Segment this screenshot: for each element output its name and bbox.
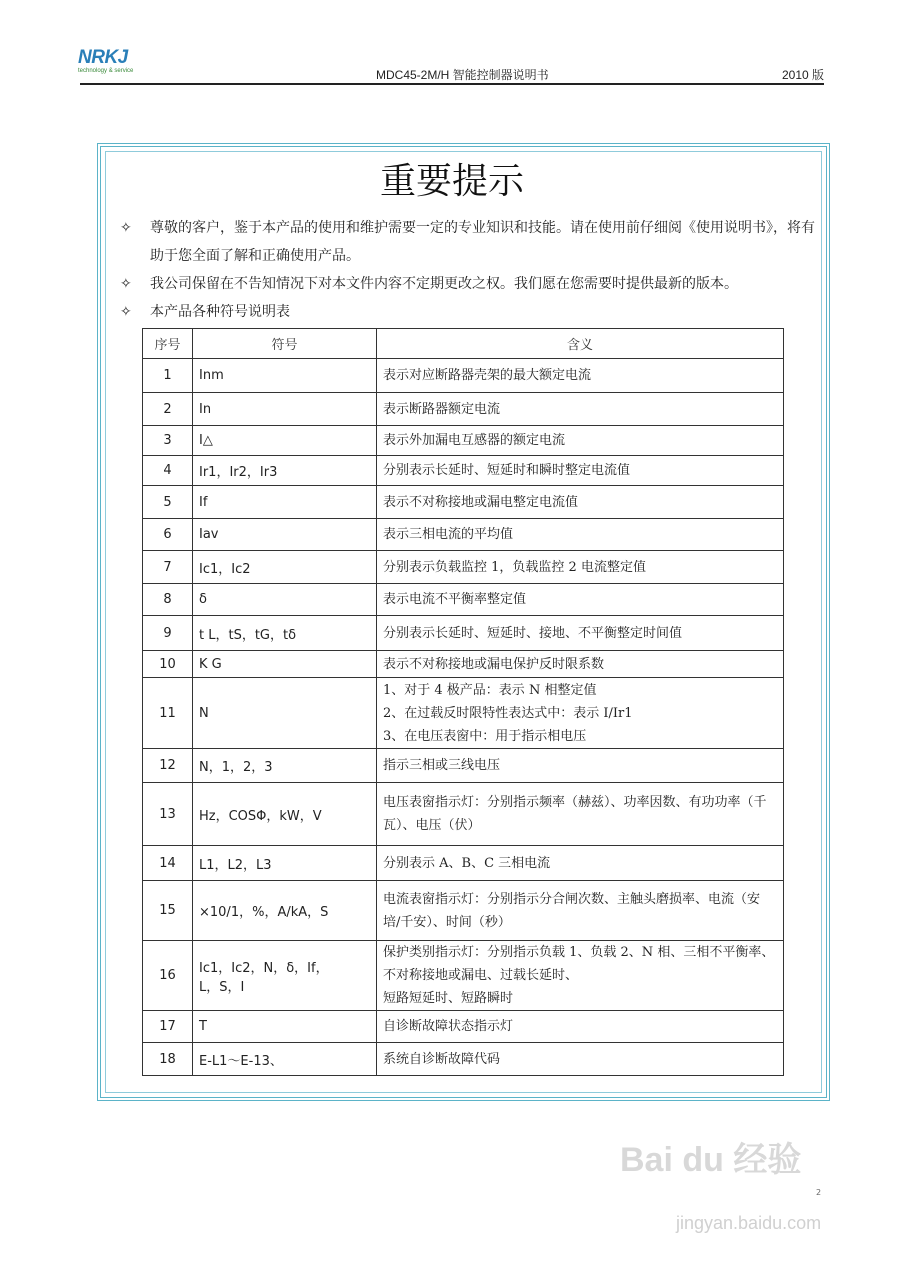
col-header-meaning: 含义: [377, 329, 784, 359]
row-number: 1: [143, 359, 193, 393]
col-header-no: 序号: [143, 329, 193, 359]
row-symbol: Ic1，Ic2: [193, 551, 377, 584]
row-number: 9: [143, 616, 193, 651]
table-row: [143, 486, 784, 519]
table-row: [143, 651, 784, 678]
row-meaning: 分别表示 A、B、C 三相电流: [377, 846, 784, 881]
row-symbol: K G: [193, 651, 377, 678]
row-number: 5: [143, 486, 193, 519]
table-row: [143, 1011, 784, 1043]
bullet-item: [120, 270, 820, 298]
row-symbol: δ: [193, 584, 377, 616]
row-symbol: Iav: [193, 519, 377, 551]
symbol-table: [142, 328, 784, 1076]
row-meaning: 表示三相电流的平均值: [377, 519, 784, 551]
row-number: 3: [143, 426, 193, 456]
bullet-item: [120, 298, 820, 326]
row-symbol: N，1，2，3: [193, 749, 377, 783]
row-symbol: Ir1，Ir2，Ir3: [193, 456, 377, 486]
document-version: 2010 版: [781, 68, 824, 82]
table-row: [143, 783, 784, 846]
table-row: [143, 941, 784, 1011]
header-divider: [80, 83, 824, 85]
row-number: 6: [143, 519, 193, 551]
watermark-url: jingyan.baidu.com: [676, 1213, 822, 1233]
logo-subtitle: technology & service: [78, 68, 134, 74]
row-meaning: 指示三相或三线电压: [377, 749, 784, 783]
diamond-bullet-icon: ✧: [120, 220, 132, 236]
diamond-bullet-icon: ✧: [120, 276, 132, 292]
row-number: 4: [143, 456, 193, 486]
row-symbol: E-L1～E-13、: [193, 1043, 377, 1076]
table-row: [143, 456, 784, 486]
row-number: 15: [143, 881, 193, 941]
table-row: [143, 881, 784, 941]
row-symbol: Ic1，Ic2，N，δ，If， L，S，I: [193, 941, 377, 1011]
row-symbol: ×10/1，%，A/kA，S: [193, 881, 377, 941]
row-number: 18: [143, 1043, 193, 1076]
baidu-watermark: Bai du 经验: [620, 1141, 802, 1179]
table-row: [143, 426, 784, 456]
row-number: 12: [143, 749, 193, 783]
page-number: 2: [816, 1188, 822, 1197]
row-meaning: 分别表示长延时、短延时和瞬时整定电流值: [377, 456, 784, 486]
table-row: [143, 393, 784, 426]
row-number: 16: [143, 941, 193, 1011]
row-number: 13: [143, 783, 193, 846]
table-row: [143, 584, 784, 616]
row-number: 14: [143, 846, 193, 881]
row-meaning: 表示不对称接地或漏电保护反时限系数: [377, 651, 784, 678]
row-symbol: T: [193, 1011, 377, 1043]
row-meaning: 分别表示负载监控 1，负载监控 2 电流整定值: [377, 551, 784, 584]
bullet-text: 尊敬的客户，鉴于本产品的使用和维护需要一定的专业知识和技能。请在使用前仔细阅《使用说明书》，将有助于您全面了解和正确使用产品。: [150, 220, 815, 264]
row-symbol: I△: [193, 426, 377, 456]
row-symbol: t L，tS，tG，tδ: [193, 616, 377, 651]
row-meaning: 电流表窗指示灯：分别指示分合闸次数、主触头磨损率、电流（安培/千安）、时间（秒）: [377, 881, 784, 941]
row-symbol: Inm: [193, 359, 377, 393]
row-number: 2: [143, 393, 193, 426]
table-row: [143, 846, 784, 881]
row-symbol: If: [193, 486, 377, 519]
company-logo: [78, 48, 158, 78]
row-number: 10: [143, 651, 193, 678]
row-meaning: 表示外加漏电互感器的额定电流: [377, 426, 784, 456]
page-title: 重要提示: [379, 161, 524, 202]
row-meaning: 系统自诊断故障代码: [377, 1043, 784, 1076]
row-number: 8: [143, 584, 193, 616]
table-row: [143, 616, 784, 651]
row-meaning: 1、对于 4 极产品：表示 N 相整定值 2、在过载反时限特性表达式中：表示 I/Ir1 3、在电压表窗中：用于指示相电压: [377, 678, 784, 749]
table-row: [143, 519, 784, 551]
row-meaning: 分别表示长延时、短延时、接地、不平衡整定时间值: [377, 616, 784, 651]
table-row: [143, 678, 784, 749]
row-meaning: 保护类别指示灯：分别指示负载 1、负载 2、N 相、三相不平衡率、不对称接地或漏电、过载长延时、 短路短延时、短路瞬时: [377, 941, 784, 1011]
row-meaning: 自诊断故障状态指示灯: [377, 1011, 784, 1043]
row-meaning: 表示不对称接地或漏电整定电流值: [377, 486, 784, 519]
table-row: [143, 551, 784, 584]
row-symbol: N: [193, 678, 377, 749]
bullet-text: 本产品各种符号说明表: [150, 304, 290, 320]
row-number: 11: [143, 678, 193, 749]
table-row: [143, 359, 784, 393]
row-meaning: 电压表窗指示灯：分别指示频率（赫兹）、功率因数、有功功率（千瓦）、电压（伏）: [377, 783, 784, 846]
row-meaning: 表示对应断路器壳架的最大额定电流: [377, 359, 784, 393]
row-meaning: 表示电流不平衡率整定值: [377, 584, 784, 616]
diamond-bullet-icon: ✧: [120, 304, 132, 320]
document-header-title: MDC45-2M/H 智能控制器说明书: [376, 68, 549, 82]
table-header-row: [143, 329, 784, 359]
row-number: 7: [143, 551, 193, 584]
row-symbol: L1，L2，L3: [193, 846, 377, 881]
table-row: [143, 749, 784, 783]
bullet-list: [120, 214, 820, 326]
row-symbol: In: [193, 393, 377, 426]
table-row: [143, 1043, 784, 1076]
col-header-symbol: 符号: [193, 329, 377, 359]
bullet-text: 我公司保留在不告知情况下对本文件内容不定期更改之权。我们愿在您需要时提供最新的版本。: [150, 276, 738, 292]
logo-text: NRKJ: [78, 47, 128, 68]
bullet-item: [120, 214, 820, 270]
row-number: 17: [143, 1011, 193, 1043]
row-meaning: 表示断路器额定电流: [377, 393, 784, 426]
row-symbol: Hz，COSΦ，kW，V: [193, 783, 377, 846]
